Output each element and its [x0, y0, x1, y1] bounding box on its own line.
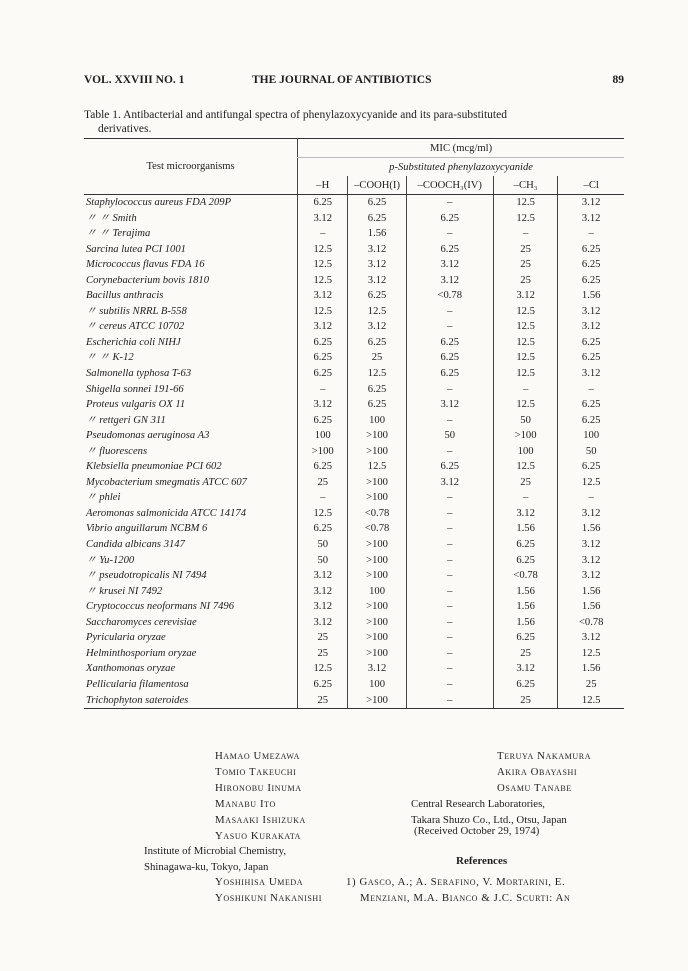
mic-value: 6.25 [558, 273, 624, 289]
mic-value: >100 [348, 615, 406, 631]
table-row [84, 459, 624, 475]
mic-value: >100 [348, 537, 406, 553]
author-name: Teruya Nakamura [497, 750, 592, 762]
author-list-left [215, 748, 306, 844]
mic-value: 12.5 [348, 304, 406, 320]
mic-value: 1.56 [493, 599, 558, 615]
table-row [84, 646, 624, 662]
mic-value: 1.56 [493, 521, 558, 537]
mic-value: 12.5 [493, 304, 558, 320]
organism-name: 〃 cereus ATCC 10702 [86, 321, 185, 333]
mic-value: – [406, 661, 493, 677]
mic-value: >100 [348, 475, 406, 491]
mic-value: – [406, 615, 493, 631]
table-row [84, 568, 624, 584]
mic-value: 25 [493, 273, 558, 289]
mic-value: 6.25 [406, 242, 493, 258]
mic-value: <0.78 [558, 615, 624, 631]
mic-value: – [406, 568, 493, 584]
lab-line: Takara Shuzo Co., Ltd., Otsu, Japan [411, 814, 567, 826]
mic-value: 1.56 [558, 288, 624, 304]
mic-value: – [406, 413, 493, 429]
page-number: 89 [612, 74, 624, 86]
organism-name: Bacillus anthracis [86, 290, 164, 302]
mic-value: 12.5 [493, 397, 558, 413]
mic-value: 6.25 [558, 335, 624, 351]
institute-line: Institute of Microbial Chemistry, [144, 845, 287, 857]
mic-value: 6.25 [298, 521, 348, 537]
organism-name: 〃 Yu-1200 [86, 554, 135, 566]
mic-value: 6.25 [298, 350, 348, 366]
mic-value: – [406, 677, 493, 693]
mic-value: 1.56 [493, 615, 558, 631]
reference-1 [346, 874, 624, 906]
mic-value: 6.25 [298, 413, 348, 429]
mic-value: 50 [298, 553, 348, 569]
author-name: Akira Obayashi [497, 766, 578, 778]
mic-value: 12.5 [558, 475, 624, 491]
mic-value: – [406, 537, 493, 553]
mic-value: 6.25 [493, 630, 558, 646]
author-name: Hironobu Iinuma [215, 782, 302, 794]
organism-name: Vibrio anguillarum NCBM 6 [86, 523, 208, 535]
col-header: –CH₃ [493, 176, 558, 195]
table-row [84, 397, 624, 413]
mic-value: 12.5 [348, 459, 406, 475]
organism-name: 〃 subtilis NRRL B-558 [86, 305, 187, 317]
mic-value: – [406, 506, 493, 522]
table-row [84, 677, 624, 693]
table-row [84, 537, 624, 553]
mic-value: 3.12 [558, 630, 624, 646]
organism-name: Aeromonas salmonicida ATCC 14174 [86, 507, 246, 519]
mic-value: – [406, 630, 493, 646]
table-row [84, 630, 624, 646]
table-row [84, 521, 624, 537]
mic-value: 3.12 [298, 615, 348, 631]
organism-name: Klebsiella pneumoniae PCI 602 [86, 461, 222, 473]
table-row [84, 257, 624, 273]
table-row [84, 273, 624, 289]
mic-value: 25 [298, 693, 348, 709]
author-name: Tomio Takeuchi [215, 766, 297, 778]
mic-value: 25 [493, 475, 558, 491]
col-header: –Cl [558, 176, 624, 195]
mic-value: >100 [298, 444, 348, 460]
mic-value: 3.12 [558, 195, 624, 211]
table-row [84, 444, 624, 460]
mic-value: 1.56 [493, 584, 558, 600]
author-name: Osamu Tanabe [497, 782, 572, 794]
group-header-mic: MIC (mcg/ml) [298, 139, 624, 158]
organism-name: 〃 rettgeri GN 311 [86, 414, 166, 426]
mic-value: 3.12 [298, 584, 348, 600]
table-row [84, 413, 624, 429]
mic-value: 3.12 [493, 661, 558, 677]
mic-value: 6.25 [493, 677, 558, 693]
mic-value: 6.25 [558, 242, 624, 258]
mic-value: 3.12 [348, 661, 406, 677]
mic-value: 100 [558, 428, 624, 444]
table-row [84, 382, 624, 398]
mic-value: 6.25 [558, 413, 624, 429]
mic-value: 25 [348, 350, 406, 366]
mic-value: >100 [348, 568, 406, 584]
mic-value: 1.56 [558, 661, 624, 677]
mic-value: 100 [493, 444, 558, 460]
table-row [84, 615, 624, 631]
mic-value: 100 [298, 428, 348, 444]
mic-value: – [406, 584, 493, 600]
organism-name: Proteus vulgaris OX 11 [86, 399, 186, 411]
mic-value: 12.5 [298, 273, 348, 289]
col-header: –COOCH₃(IV) [406, 176, 493, 195]
organism-name: Xanthomonas oryzae [86, 663, 176, 675]
mic-value: 12.5 [298, 661, 348, 677]
organism-name: Sarcina lutea PCI 1001 [86, 243, 186, 255]
caption-line-2: derivatives. [98, 123, 152, 135]
table-row [84, 428, 624, 444]
mic-value: 25 [298, 630, 348, 646]
mic-value: – [558, 226, 624, 242]
mic-value: <0.78 [348, 506, 406, 522]
mic-value: – [406, 444, 493, 460]
mic-value: >100 [348, 630, 406, 646]
mic-value: 12.5 [298, 257, 348, 273]
mic-value: 3.12 [298, 319, 348, 335]
table-row [84, 335, 624, 351]
mic-value: – [406, 490, 493, 506]
mic-value: – [298, 382, 348, 398]
reference-1-line-2: Menziani, M.A. Bianco & J.C. Scurti: An [360, 892, 571, 904]
organism-name: Micrococcus flavus FDA 16 [86, 259, 205, 271]
mic-value: 6.25 [348, 397, 406, 413]
mic-value: – [493, 382, 558, 398]
mic-value: 3.12 [558, 211, 624, 227]
mic-value: 6.25 [298, 335, 348, 351]
mic-value: >100 [348, 444, 406, 460]
references-heading: References [456, 855, 508, 867]
mic-value: – [406, 319, 493, 335]
table-row [84, 475, 624, 491]
mic-value: 25 [493, 257, 558, 273]
mic-value: 6.25 [406, 211, 493, 227]
mic-value: 6.25 [348, 335, 406, 351]
table-row [84, 288, 624, 304]
mic-value: 100 [348, 413, 406, 429]
mic-value: 12.5 [558, 693, 624, 709]
mic-value: 25 [493, 646, 558, 662]
caption-line-1: Table 1. Antibacterial and antifungal spectra of phenylazoxycyanide and its para-substituted [84, 109, 507, 121]
mic-value: 3.12 [558, 366, 624, 382]
mic-value: 6.25 [406, 366, 493, 382]
mic-value: 12.5 [558, 646, 624, 662]
mic-value: 25 [493, 242, 558, 258]
mic-value: 100 [348, 584, 406, 600]
mic-value: 12.5 [298, 506, 348, 522]
mic-value: 6.25 [348, 288, 406, 304]
organism-name: Saccharomyces cerevisiae [86, 616, 197, 628]
received-date: (Received October 29, 1974) [414, 825, 540, 837]
mic-value: 3.12 [348, 319, 406, 335]
mic-value: – [406, 226, 493, 242]
organism-name: Pyricularia oryzae [86, 632, 166, 644]
table-row [84, 506, 624, 522]
mic-value: 1.56 [558, 521, 624, 537]
mic-value: 3.12 [348, 257, 406, 273]
table-row [84, 490, 624, 506]
mic-value: 12.5 [493, 350, 558, 366]
mic-value: 25 [558, 677, 624, 693]
mic-value: 6.25 [558, 257, 624, 273]
mic-value: 6.25 [298, 459, 348, 475]
mic-value: 6.25 [493, 537, 558, 553]
table-row [84, 553, 624, 569]
mic-value: >100 [493, 428, 558, 444]
mic-value: – [493, 490, 558, 506]
mic-value: 6.25 [493, 553, 558, 569]
lab-line: Central Research Laboratories, [411, 798, 546, 810]
mic-value: 1.56 [348, 226, 406, 242]
mic-value: 3.12 [406, 273, 493, 289]
mic-value: 6.25 [558, 350, 624, 366]
mic-value: 6.25 [298, 677, 348, 693]
mic-value: 3.12 [298, 397, 348, 413]
organism-name: 〃 〃 Terajima [86, 228, 151, 240]
table-caption [84, 108, 624, 136]
journal-title: THE JOURNAL OF ANTIBIOTICS [252, 74, 432, 86]
institute-line: Shinagawa-ku, Tokyo, Japan [144, 861, 269, 873]
mic-value: 50 [406, 428, 493, 444]
institute-address [144, 843, 286, 875]
organism-name: Corynebacterium bovis 1810 [86, 274, 209, 286]
mic-value: – [298, 226, 348, 242]
mic-value: 3.12 [558, 553, 624, 569]
table-row [84, 319, 624, 335]
author-name: Yoshikuni Nakanishi [215, 892, 323, 904]
mic-value: – [298, 490, 348, 506]
table-row [84, 226, 624, 242]
table-row [84, 366, 624, 382]
mic-value: >100 [348, 693, 406, 709]
mic-value: 3.12 [558, 506, 624, 522]
organism-name: Trichophyton sateroides [84, 693, 298, 709]
table-row [84, 195, 624, 211]
mic-value: 25 [298, 475, 348, 491]
mic-value: 6.25 [298, 366, 348, 382]
mic-value: – [406, 304, 493, 320]
mic-value: 12.5 [493, 211, 558, 227]
mic-value: 3.12 [298, 599, 348, 615]
col-header: –H [298, 176, 348, 195]
organism-name: Helminthosporium oryzae [86, 647, 197, 659]
col-header: –COOH(I) [348, 176, 406, 195]
group-header-substituted: p-Substituted phenylazoxycyanide [298, 158, 624, 177]
mic-value: 6.25 [348, 211, 406, 227]
mic-value: 25 [493, 693, 558, 709]
author-list-right [497, 748, 591, 796]
mic-value: 6.25 [348, 195, 406, 211]
organism-name: 〃 krusei NI 7492 [86, 585, 163, 597]
running-header [84, 74, 624, 90]
mic-value: 6.25 [406, 350, 493, 366]
organism-name: Pellicularia filamentosa [86, 678, 189, 690]
mic-value: 3.12 [406, 257, 493, 273]
mic-value: – [406, 195, 493, 211]
mic-value: 12.5 [493, 319, 558, 335]
author-name: Yasuo Kurakata [215, 830, 302, 842]
mic-value: <0.78 [406, 288, 493, 304]
mic-value: – [558, 382, 624, 398]
table-row [84, 661, 624, 677]
mic-value: 3.12 [493, 288, 558, 304]
organism-name: Candida albicans 3147 [86, 539, 185, 551]
table-row [84, 350, 624, 366]
mic-value: >100 [348, 428, 406, 444]
mic-value: – [558, 490, 624, 506]
mic-value: 12.5 [493, 335, 558, 351]
mic-value: 25 [298, 646, 348, 662]
author-name: Masaaki Ishizuka [215, 814, 306, 826]
mic-value: 6.25 [558, 397, 624, 413]
organism-name: 〃 〃 Smith [86, 212, 137, 224]
mic-value: 3.12 [406, 397, 493, 413]
table-row [84, 211, 624, 227]
mic-value: >100 [348, 553, 406, 569]
mic-value: 50 [493, 413, 558, 429]
reference-1-line-1: 1) Gasco, A.; A. Serafino, V. Mortarini, E. [346, 876, 566, 888]
mic-value: 1.56 [558, 584, 624, 600]
mic-value: 12.5 [493, 459, 558, 475]
mic-value: 6.25 [558, 459, 624, 475]
organism-name: Cryptococcus neoformans NI 7496 [86, 601, 235, 613]
mic-value: – [406, 599, 493, 615]
mic-value: <0.78 [493, 568, 558, 584]
mic-value: 12.5 [298, 304, 348, 320]
mic-value: 1.56 [558, 599, 624, 615]
mic-value: 12.5 [493, 195, 558, 211]
mic-table [84, 138, 624, 709]
mic-value: 100 [348, 677, 406, 693]
mic-value: 3.12 [558, 319, 624, 335]
mic-value: >100 [348, 599, 406, 615]
organism-name: Salmonella typhosa T-63 [86, 368, 192, 380]
mic-value: 3.12 [406, 475, 493, 491]
organism-name: Staphylococcus aureus FDA 209P [86, 197, 232, 208]
mic-value: 12.5 [298, 242, 348, 258]
mic-value: 3.12 [558, 568, 624, 584]
author-name: Hamao Umezawa [215, 750, 301, 762]
mic-value: 6.25 [406, 459, 493, 475]
mic-value: – [406, 382, 493, 398]
mic-value: >100 [348, 490, 406, 506]
table-row [84, 584, 624, 600]
mic-value: 3.12 [348, 273, 406, 289]
mic-value: 50 [298, 537, 348, 553]
col-header-test: Test microorganisms [84, 139, 298, 195]
author-name: Manabu Ito [215, 798, 276, 810]
mic-value: 6.25 [298, 195, 348, 211]
table-row [84, 304, 624, 320]
mic-value: 12.5 [348, 366, 406, 382]
mic-value: >100 [348, 646, 406, 662]
mic-value: 6.25 [348, 382, 406, 398]
mic-value: 6.25 [406, 335, 493, 351]
organism-name: 〃 〃 K-12 [86, 352, 134, 364]
mic-value: 3.12 [493, 506, 558, 522]
organism-name: 〃 phlei [86, 492, 121, 504]
table-row [84, 693, 624, 709]
organism-name: Escherichia coli NIHJ [86, 336, 181, 348]
mic-value: – [406, 521, 493, 537]
volume-label: VOL. XXVIII NO. 1 [84, 74, 185, 86]
mic-value: <0.78 [348, 521, 406, 537]
mic-value: 50 [558, 444, 624, 460]
organism-name: Mycobacterium smegmatis ATCC 607 [86, 476, 247, 488]
mic-value: 12.5 [493, 366, 558, 382]
mic-value: – [406, 646, 493, 662]
mic-value: – [406, 693, 493, 709]
mic-value: – [406, 553, 493, 569]
author-name: Yoshihisa Umeda [215, 876, 304, 888]
organism-name: 〃 pseudotropicalis NI 7494 [86, 570, 207, 582]
mic-value: 3.12 [298, 288, 348, 304]
mic-value: – [493, 226, 558, 242]
mic-value: 3.12 [558, 304, 624, 320]
mic-value: 3.12 [298, 211, 348, 227]
organism-name: 〃 fluorescens [86, 445, 148, 457]
organism-name: Shigella sonnei 191-66 [86, 383, 184, 395]
table-row [84, 242, 624, 258]
mic-value: 3.12 [558, 537, 624, 553]
author-list-left-2 [215, 874, 322, 906]
table-body [84, 195, 624, 709]
organism-name: Pseudomonas aeruginosa A3 [86, 430, 210, 442]
table-row [84, 599, 624, 615]
mic-value: 3.12 [298, 568, 348, 584]
mic-value: 3.12 [348, 242, 406, 258]
